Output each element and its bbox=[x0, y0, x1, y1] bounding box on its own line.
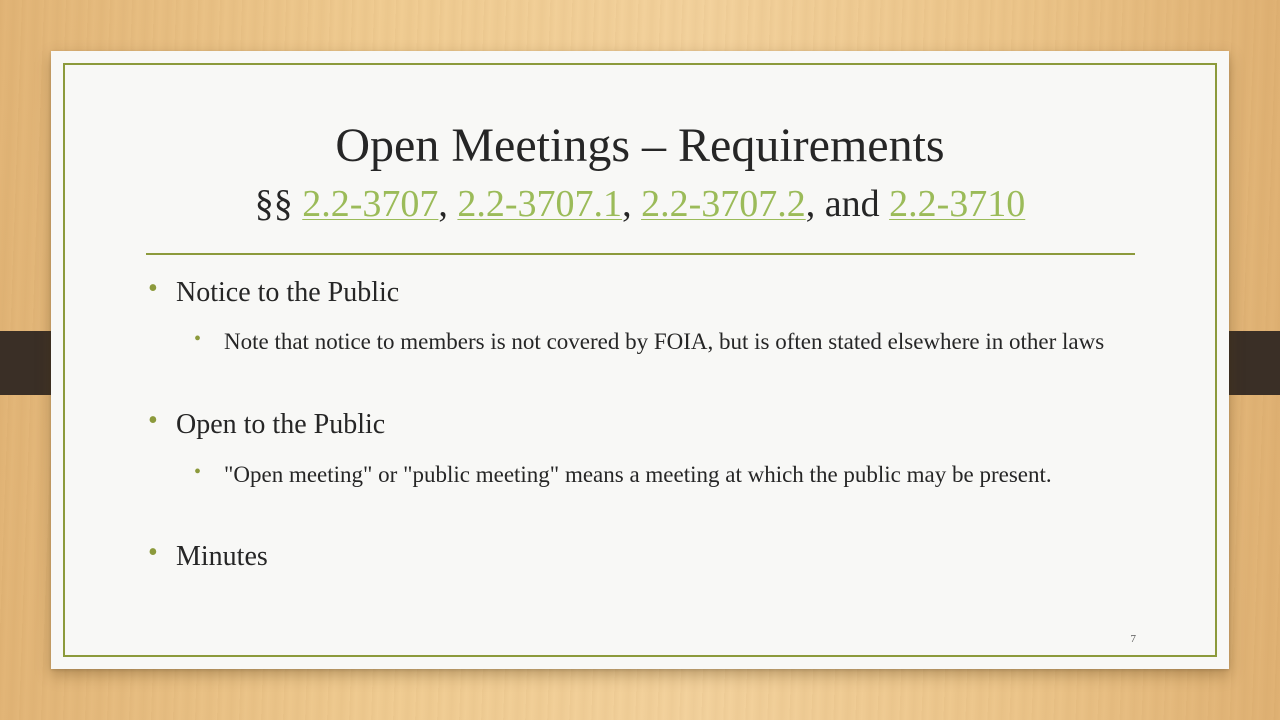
slide-card bbox=[51, 51, 1229, 669]
separator: , bbox=[438, 183, 458, 225]
slide-title: Open Meetings – Requirements bbox=[335, 119, 945, 172]
separator: , and bbox=[805, 183, 890, 225]
sub-bullet-text: Note that notice to members is not covered by FOIA, but is often stated elsewhere in other laws bbox=[224, 329, 1105, 354]
code-link-2-2-3707[interactable]: 2.2-3707 bbox=[302, 183, 439, 225]
code-link-2-2-3707-2[interactable]: 2.2-3707.2 bbox=[641, 183, 806, 225]
bullet-item bbox=[148, 537, 268, 573]
bullet-dot-icon: • bbox=[148, 273, 158, 304]
bullet-dot-icon: • bbox=[194, 461, 202, 483]
separator: , bbox=[622, 183, 642, 225]
bullet-text: Minutes bbox=[176, 541, 268, 572]
code-link-2-2-3707-1[interactable]: 2.2-3707.1 bbox=[457, 183, 623, 225]
bullet-text: Notice to the Public bbox=[176, 277, 400, 308]
sub-bullet-item bbox=[194, 459, 1124, 490]
sub-bullet-text: "Open meeting" or "public meeting" means a meeting at which the public may be present. bbox=[224, 462, 1052, 487]
bullet-item bbox=[148, 273, 400, 309]
bullet-dot-icon: • bbox=[148, 405, 158, 436]
bullet-dot-icon: • bbox=[148, 537, 158, 568]
title-divider bbox=[146, 253, 1135, 255]
page-number: 7 bbox=[1130, 633, 1136, 645]
code-link-2-2-3710[interactable]: 2.2-3710 bbox=[889, 183, 1026, 225]
sub-bullet-item bbox=[194, 326, 1124, 357]
bullet-text: Open to the Public bbox=[176, 409, 386, 440]
bullet-item bbox=[148, 405, 386, 441]
section-symbols: §§ bbox=[254, 183, 303, 225]
bullet-dot-icon: • bbox=[194, 328, 202, 350]
slide-subtitle bbox=[51, 182, 1229, 228]
